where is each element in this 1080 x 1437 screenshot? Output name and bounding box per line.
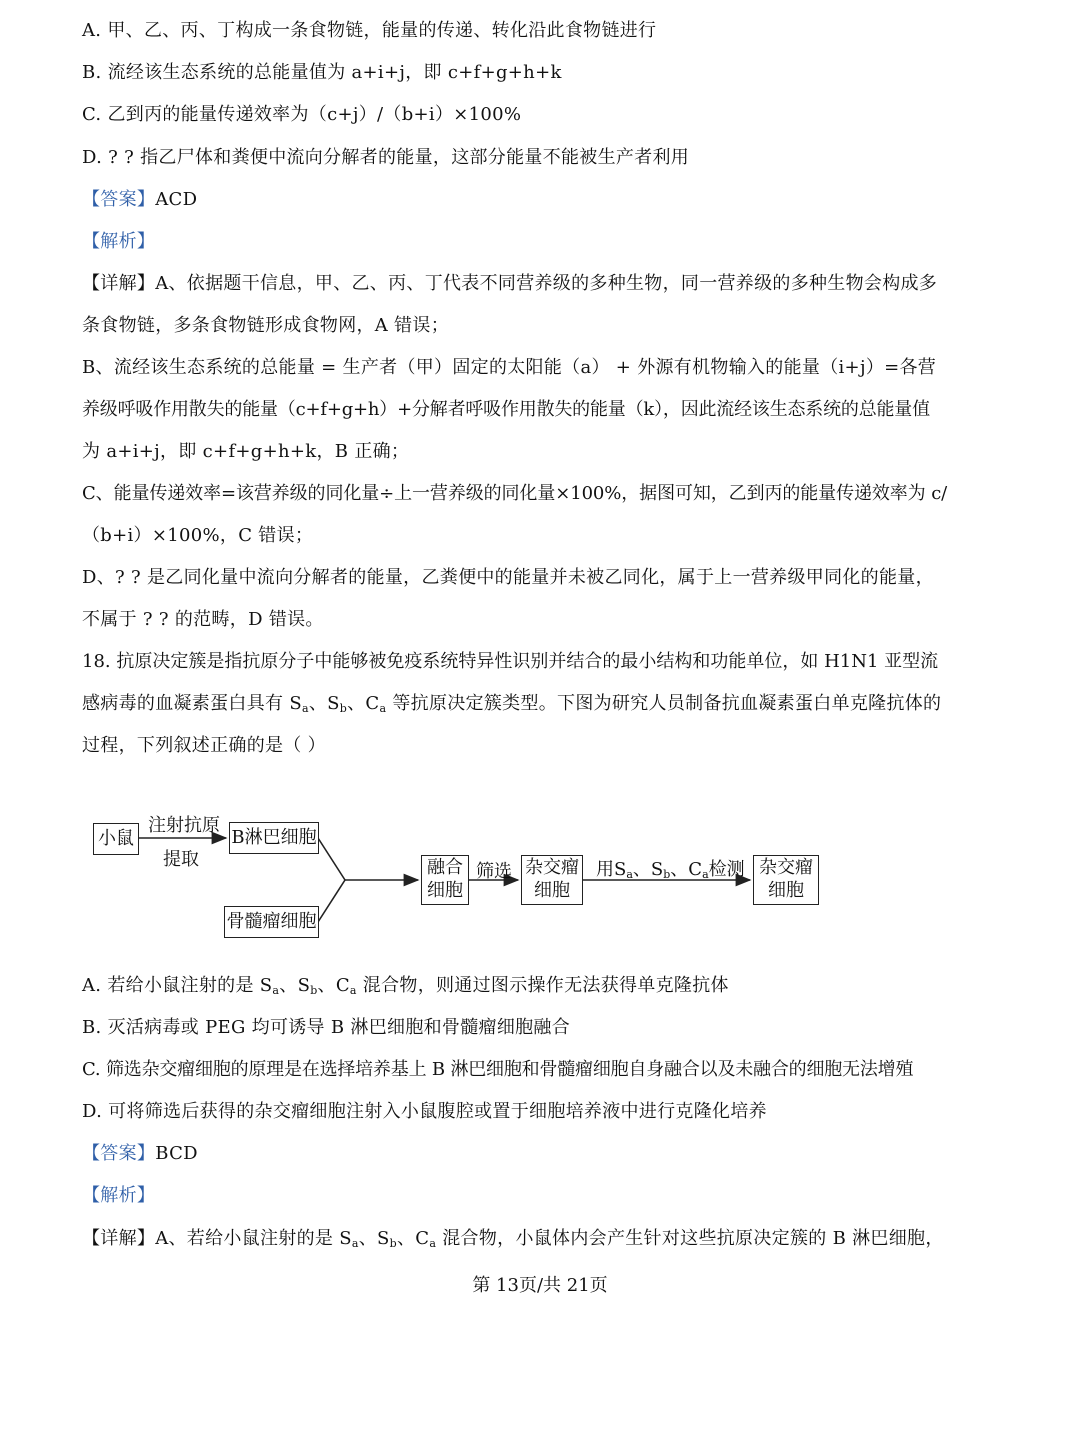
inject-antigen-label: 注射抗原 <box>148 815 220 836</box>
hybridoma-box-1: 杂交瘤 细胞 <box>521 855 583 905</box>
q17-option-c: C. 乙到丙的能量传递效率为（c+j）/（b+i）×100% <box>82 104 522 125</box>
page-footer: 第 13页/共 21页 <box>472 1275 608 1296</box>
b-cell-box: B淋巴细胞 <box>229 822 319 854</box>
fused-cell-box: 融合 细胞 <box>421 855 469 905</box>
q18-option-d: D. 可将筛选后获得的杂交瘤细胞注射入小鼠腹腔或置于细胞培养液中进行克隆化培养 <box>82 1101 767 1122</box>
q17-detail-line-3: B、流经该生态系统的总能量 = 生产者（甲）固定的太阳能（a） + 外源有机物输入的能量（i+j）=各营 <box>82 357 937 378</box>
answer-tag: 【答案】 <box>82 1143 156 1164</box>
q18-analysis-heading: 【解析】 <box>82 1185 156 1206</box>
q18-option-a: A. 若给小鼠注射的是 $S_a$、$S_b$、$C_a$ 混合物，则通过图示操作无法获得单克隆抗体 <box>82 975 729 997</box>
myeloma-box: 骨髓瘤细胞 <box>224 906 319 938</box>
q17-option-a: A. 甲、乙、丙、丁构成一条食物链，能量的传递、转化沿此食物链进行 <box>82 20 657 41</box>
q17-detail-line-9: 不属于 ? ? 的范畴，D 错误。 <box>82 609 324 630</box>
detect-label: 用$S_a$、$S_b$、$C_a$检测 <box>596 859 745 881</box>
q17-analysis-heading: 【解析】 <box>82 231 156 252</box>
q18-stem-line-2: 感病毒的血凝素蛋白具有 $S_a$、$S_b$、$C_a$ 等抗原决定簇类型。下图为研究人员制备抗血凝素蛋白单克隆抗体的 <box>82 693 942 715</box>
q17-detail-line-2: 条食物链，多条食物链形成食物网，A 错误； <box>82 315 450 336</box>
answer-tag: 【答案】 <box>82 189 156 210</box>
q17-detail-line-4: 养级呼吸作用散失的能量（c+f+g+h）+分解者呼吸作用散失的能量（k），因此流经该生态系统的总能量值 <box>82 399 930 420</box>
q18-answer <box>82 1142 198 1166</box>
connector-bcell <box>318 838 345 880</box>
screen-label: 筛选 <box>476 861 512 882</box>
q17-option-d: D. ? ? 指乙尸体和粪便中流向分解者的能量，这部分能量不能被生产者利用 <box>82 147 690 168</box>
q18-stem-line-3: 过程，下列叙述正确的是（ ） <box>82 735 326 756</box>
q17-detail-line-1: 【详解】A、依据题干信息，甲、乙、丙、丁代表不同营养级的多种生物，同一营养级的多种生物会构成多 <box>82 273 938 294</box>
hybridoma-box-2: 杂交瘤 细胞 <box>753 855 819 905</box>
answer-value: BCD <box>155 1143 198 1164</box>
extract-label: 提取 <box>163 849 199 870</box>
q17-option-b: B. 流经该生态系统的总能量值为 a+i+j，即 c+f+g+h+k <box>82 62 562 83</box>
q17-detail-line-8: D、? ? 是乙同化量中流向分解者的能量，乙粪便中的能量并未被乙同化，属于上一营养级甲同化的能量， <box>82 567 934 588</box>
q18-option-c: C. 筛选杂交瘤细胞的原理是在选择培养基上 B 淋巴细胞和骨髓瘤细胞自身融合以及未融合的细胞无法增殖 <box>82 1059 914 1080</box>
q17-detail-line-5: 为 a+i+j，即 c+f+g+h+k，B 正确； <box>82 441 410 462</box>
q18-detail-line-1: 【详解】A、若给小鼠注射的是 $S_a$、$S_b$、$C_a$ 混合物，小鼠体内会产生针对这些抗原决定簇的 B 淋巴细胞， <box>82 1228 944 1250</box>
answer-value: ACD <box>155 189 198 210</box>
mouse-box: 小鼠 <box>93 823 139 855</box>
q18-option-b: B. 灭活病毒或 PEG 均可诱导 B 淋巴细胞和骨髓瘤细胞融合 <box>82 1017 571 1038</box>
q18-stem-line-1: 18. 抗原决定簇是指抗原分子中能够被免疫系统特异性识别并结合的最小结构和功能单位，如 H1N1 亚型流 <box>82 651 939 672</box>
connector-myeloma <box>318 880 345 922</box>
q17-detail-line-7: （b+i）×100%，C 错误； <box>82 525 314 546</box>
q17-detail-line-6: C、能量传递效率=该营养级的同化量÷上一营养级的同化量×100%，据图可知，乙到丙的能量传递效率为 c/ <box>82 483 948 504</box>
